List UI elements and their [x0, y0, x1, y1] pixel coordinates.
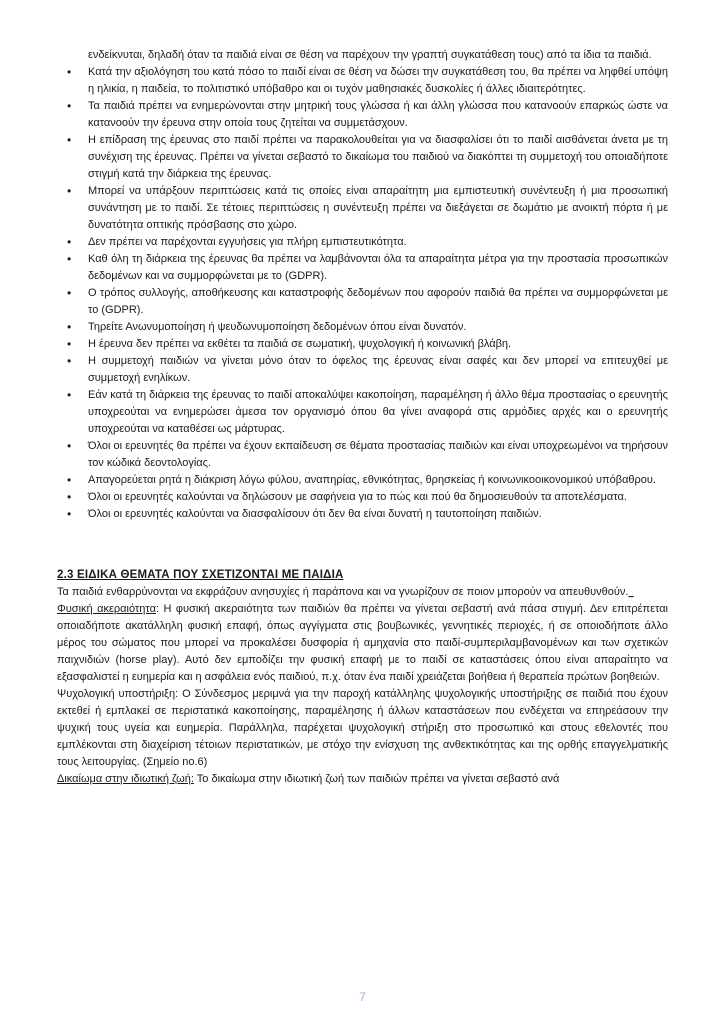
bullet-item: • Η συμμετοχή παιδιών να γίνεται μόνο όταν το όφελος της έρευνας είναι σαφές και δεν μπορεί να επιτευχθεί με συμμετοχή ενηλίκων. [88, 353, 668, 387]
section-heading: 2.3 ΕΙΔΙΚΑ ΘΕΜΑΤΑ ΠΟΥ ΣΧΕΤΙΖΟΝΤΑΙ ΜΕ ΠΑΙΔΙΑ [57, 569, 344, 581]
revision-mark: _ [628, 587, 634, 597]
bullet-item: • Τα παιδιά πρέπει να ενημερώνονται στην μητρική τους γλώσσα ή και άλλη γλώσσα που κατανοούν επαρκώς ώστε να κατανοούν την έρευνα στην οποία τους ζητείται να συμμετάσχουν. [88, 98, 668, 132]
privacy-right-paragraph [57, 771, 668, 788]
physical-integrity-body: : Η φυσική ακεραιότητα των παιδιών θα πρέπει να γίνεται σεβαστή ανά πάσα στιγμή. Δεν επιτρέπεται οποιαδήποτε ακατάλληλη φυσική επαφή, όπως αγγίγματα στις βουβωνικές, γεννητικές περιοχές, ή σε οποιοδήποτε άλλο μέρος του σώματος που μπορεί να προκαλέσει δυσφορία ή αμηχανία στο παιδί-συμπεριλαμβανομένων και των σχετικών παιχνιδιών (horse play). Αυτό δεν εμποδίζει την φυσική επαφή με το παιδί σε καταστάσεις όπου είναι απαραίτητο να εξασφαλιστεί η ευημερία και η ασφάλεια ενός παιδιού, π.χ. όταν ένα παιδί χρειάζεται βοήθεια ή θεραπεία πρώτων βοηθειών. [57, 603, 668, 683]
bullet-item: • Τηρείτε Ανωνυμοποίηση ή ψευδωνυμοποίηση δεδομένων όπου είναι δυνατόν. [88, 319, 668, 336]
bullet-continuation-text: ενδείκνυται, δηλαδή όταν τα παιδιά είναι σε θέση να παρέχουν την γραπτή συγκατάθεση τους) από τα ίδια τα παιδιά. [88, 49, 652, 61]
bullet-item: • Όλοι οι ερευνητές καλούνται να δηλώσουν με σαφήνεια για το πώς και πού θα δημοσιευθούν τα αποτελέσματα. [88, 489, 668, 506]
bullet-item: • Εάν κατά τη διάρκεια της έρευνας το παιδί αποκαλύψει κακοποίηση, παραμέληση ή άλλο θέμα προστασίας ο ερευνητής υποχρεούται να ενημερώσει άμεσα τον οργανισμό όπου θα γίνει αναφορά στις αρμόδιες αρχές και ο ερευνητής υποχρεούται να καταθέσει ως μάρτυρας. [88, 387, 668, 438]
privacy-right-lead: Δικαίωμα στην ιδιωτική ζωή: [57, 773, 194, 785]
bullet-item: • Δεν πρέπει να παρέχονται εγγυήσεις για πλήρη εμπιστευτικότητα. [88, 234, 668, 251]
physical-integrity-lead: Φυσική ακεραιότητα [57, 603, 156, 615]
bullet-item: • Κατά την αξιολόγηση του κατά πόσο το παιδί είναι σε θέση να δώσει την συγκατάθεση του, θα πρέπει να ληφθεί υπόψη η ηλικία, η παιδεία, το πολιτιστικό υπόβαθρο και οι τυχόν μαθησιακές δυσκολίες ή άλλες ιδιαιτερότητες. [88, 64, 668, 98]
intro-paragraph [57, 584, 668, 601]
bullet-item: • Ο τρόπος συλλογής, αποθήκευσης και καταστροφής δεδομένων που αφορούν παιδιά θα πρέπει να συμμορφώνεται με το (GDPR). [88, 285, 668, 319]
bullet-item: • Η επίδραση της έρευνας στο παιδί πρέπει να παρακολουθείται για να διασφαλίσει ότι το παιδί αισθάνεται άνετα με τη συνέχιση της έρευνας. Πρέπει να γίνεται σεβαστό το δικαίωμα του παιδιού να διακόπτει τη συμμετοχή του οποιαδήποτε στιγμή κατά την διάρκεια της έρευνας. [88, 132, 668, 183]
privacy-right-body: Το δικαίωμα στην ιδιωτική ζωή των παιδιών πρέπει να γίνεται σεβαστό ανά [193, 773, 560, 785]
bullet-item: • Όλοι οι ερευνητές καλούνται να διασφαλίσουν ότι δεν θα είναι δυνατή η ταυτοποίηση παιδιών. [88, 506, 668, 523]
bullet-item: • Μπορεί να υπάρξουν περιπτώσεις κατά τις οποίες είναι απαραίτητη μια εμπιστευτική συνέντευξη ή μια προσωπική συνάντηση με το παιδί. Σε τέτοιες περιπτώσεις η συνέντευξη πρέπει να διεξάγεται σε δωμάτιο με ανοικτή πόρτα ή με δυνατότητα οπτικής πρόσβασης στο χώρο. [88, 183, 668, 234]
bullet-item: • Η έρευνα δεν πρέπει να εκθέτει τα παιδιά σε σωματική, ψυχολογική ή κοινωνική βλάβη. [88, 336, 668, 353]
physical-integrity-paragraph [57, 601, 668, 686]
psychological-support-paragraph: Ψυχολογική υποστήριξη: Ο Σύνδεσμος μεριμνά για την παροχή κατάλληλης ψυχολογικής υποστήριξης σε παιδιά που έχουν εκτεθεί ή εμπλακεί σε περιστατικά κακοποίησης, παραμέλησης ή άλλων καταστάσεων που ενδέχεται να επηρεάσουν την ψυχική τους υγεία και ευημερία. Παράλληλα, παρέχεται ψυχολογική στήριξη στο προσωπικό και στους εθελοντές που εμπλέκονται στη διαχείριση τέτοιων περιστατικών, με στόχο την ενίσχυση της ανθεκτικότητας και της ορθής επαγγελματικής τους λειτουργίας. (Σημείο no.6) [57, 688, 668, 768]
bullet-item: • Απαγορεύεται ρητά η διάκριση λόγω φύλου, αναπηρίας, εθνικότητας, θρησκείας ή κοινωνικοοικονομικού υπόβαθρου. [88, 472, 668, 489]
bullet-list [57, 64, 668, 523]
intro-text: Τα παιδιά ενθαρρύνονται να εκφράζουν ανησυχίες ή παράπονα και να γνωρίζουν σε ποιον μπορούν να απευθυνθούν. [57, 586, 629, 598]
bullet-item: • Όλοι οι ερευνητές θα πρέπει να έχουν εκπαίδευση σε θέματα προστασίας παιδιών και είναι υποχρεωμένοι να τηρήσουν τον κώδικά δεοντολογίας. [88, 438, 668, 472]
bullet-item: • Καθ όλη τη διάρκεια της έρευνας θα πρέπει να λαμβάνονται όλα τα απαραίτητα μέτρα για την προστασία προσωπικών δεδομένων και να συμμορφώνεται με το (GDPR). [88, 251, 668, 285]
page-number: 7 [359, 990, 366, 1004]
document-content [57, 47, 668, 788]
